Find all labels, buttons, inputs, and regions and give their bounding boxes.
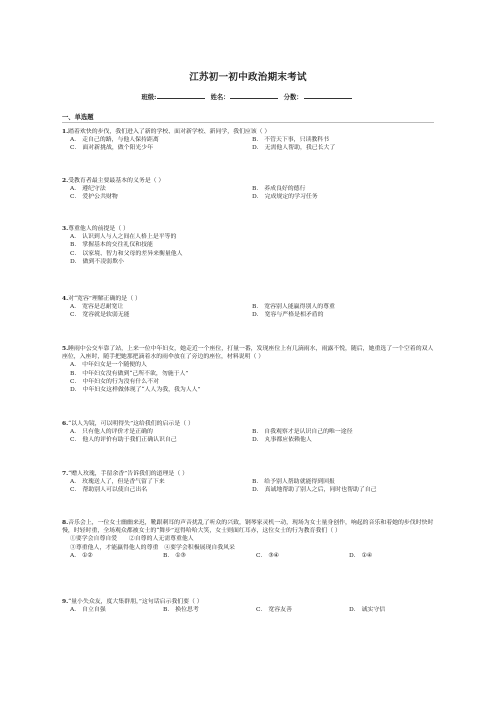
option-a[interactable]: A． ①② bbox=[70, 552, 93, 559]
question-6 bbox=[62, 420, 434, 445]
option-a[interactable]: A． 玫瑰送人了，但是香气留了下来 bbox=[70, 479, 165, 486]
student-info-line bbox=[0, 92, 496, 101]
option-b[interactable]: B． 中年妇女没有做到“己所不欲，勿施于人” bbox=[70, 370, 189, 377]
question-4 bbox=[62, 295, 434, 320]
question-stem: 9.“量小失众友，度大集群朋，”这句话启示我们要（ ） bbox=[62, 598, 203, 605]
option-b[interactable]: B． 宽容别人能赢得别人的尊重 bbox=[252, 304, 335, 311]
exam-title: 江苏初一初中政治期末考试 bbox=[189, 72, 307, 83]
option-c[interactable]: C． 他人的评价有助于我们正确认识自己 bbox=[70, 437, 177, 444]
option-c[interactable]: C． 宽容友善 bbox=[256, 607, 292, 614]
option-c[interactable]: C． 面对新挑战，做个阳光少年 bbox=[70, 145, 154, 152]
option-a[interactable]: A． 认识到人与人之间在人格上是平等的 bbox=[70, 234, 177, 241]
option-b[interactable]: B． 掌握基本的交往礼仪和技能 bbox=[70, 242, 153, 249]
option-a[interactable]: A． 只有他人的评价才是正确的 bbox=[70, 429, 153, 436]
question-2 bbox=[62, 177, 434, 202]
option-a[interactable]: A． 宽容是忍耐宽让 bbox=[70, 304, 124, 311]
question-stem: 8.音乐会上，一位女士幽幽来迟，靴跟刺耳的声音扰乱了听众的兴致，钢琴家灵机一动，现场为女士量身创作，响起的音乐和着她的步伐时快时慢，时轻时重，全场观众都被女士的“舞步”逗得哈哈大笑，女士则面红耳赤，这位女士的行为教育我们（ ） bbox=[62, 519, 434, 535]
option-d[interactable]: D． 中年妇女这样做体现了“人人为我，我为人人” bbox=[70, 387, 201, 394]
option-a[interactable]: A． 自立自强 bbox=[70, 607, 106, 614]
option-d[interactable]: D． 丸事都应依赖他人 bbox=[252, 437, 312, 444]
class-blank[interactable] bbox=[157, 92, 205, 99]
name-blank[interactable] bbox=[230, 92, 278, 99]
question-5 bbox=[62, 345, 434, 394]
question-stem: 1.踏着欢快的步伐，我们进入了新的学校、面对新学校、新同学，我们应该（ ） bbox=[62, 128, 271, 135]
option-a[interactable]: A． 走自己的路，与他人保持距离 bbox=[70, 137, 159, 144]
options bbox=[62, 361, 434, 394]
question-3 bbox=[62, 225, 434, 266]
question-stem: 2.受教育者最主要最基本的义务是（ ） bbox=[62, 177, 165, 184]
question-7 bbox=[62, 470, 434, 495]
option-a[interactable]: A． 遵纪守法 bbox=[70, 186, 106, 193]
option-c[interactable]: C． 宽容就是软弱无能 bbox=[70, 312, 130, 319]
score-label: 分数： bbox=[283, 94, 303, 101]
question-1 bbox=[62, 128, 434, 153]
score-blank[interactable] bbox=[304, 92, 352, 99]
option-d[interactable]: D． 宽容与严格是相矛盾的 bbox=[252, 312, 324, 319]
option-c[interactable]: C． 帮助别人可以使自己出名 bbox=[70, 487, 148, 494]
option-d[interactable]: D． 完成规定的学习任务 bbox=[252, 194, 318, 201]
options bbox=[62, 478, 434, 494]
question-stem: 4.对“宽容”理解正确的是（ ） bbox=[62, 295, 141, 302]
option-d[interactable]: D． 诚实守信 bbox=[349, 607, 386, 614]
option-b[interactable]: B． 给予别人帮助就能得到回报 bbox=[252, 479, 335, 486]
option-d[interactable]: D． 真诚地帮助了别人之后，同时也帮助了自己 bbox=[252, 487, 377, 494]
option-c[interactable]: C． 爱护公共财物 bbox=[70, 194, 118, 201]
option-c[interactable]: C． 中年妇女的行为没有什么不对 bbox=[70, 378, 159, 385]
options bbox=[62, 552, 434, 560]
option-d[interactable]: D． ①④ bbox=[349, 552, 373, 559]
option-a[interactable]: A． 中年妇女是一个随便的人 bbox=[70, 362, 147, 369]
options bbox=[62, 185, 434, 201]
option-c[interactable]: C． ③④ bbox=[256, 552, 279, 559]
name-label: 姓名： bbox=[210, 94, 230, 101]
option-b[interactable]: B． ①③ bbox=[163, 552, 186, 559]
statement-line: ③尊重他人，才能赢得他人的尊重 ④要学会积极展现自我风采 bbox=[70, 544, 235, 551]
option-b[interactable]: B． 不管天下事，只读教科书 bbox=[252, 137, 330, 144]
options bbox=[62, 233, 434, 266]
option-b[interactable]: B． 自我观察才是认识自己的唯一途径 bbox=[252, 429, 353, 436]
options bbox=[62, 136, 434, 152]
question-stem: 7.“赠人玫瑰，手留余香”告诉我们的道理是（ ） bbox=[62, 470, 188, 477]
class-label: 班级: bbox=[141, 94, 157, 101]
section-heading: 一、单选题 bbox=[62, 114, 94, 121]
question-8 bbox=[62, 519, 434, 560]
option-b[interactable]: B． 养成良好的德行 bbox=[252, 186, 306, 193]
question-stem: 6.“以人为镜，可以明得失”这给我们的启示是（ ） bbox=[62, 420, 194, 427]
option-b[interactable]: B． 换位思考 bbox=[163, 607, 199, 614]
question-stem: 3.尊重他人的前提是（ ） bbox=[62, 225, 129, 232]
question-stem: 5.睡雨中公交车靠了站，上来一位中年妇女，她走近一个座位，打量一番，发现座位上有几滴雨水，雨露不悦，随后，她重选了一个空着的双人座位，入座时，随手把她那把滴着水的雨伞放在了旁边的座位，材料说明（ ） bbox=[62, 345, 434, 361]
question-9 bbox=[62, 598, 434, 614]
section-divider bbox=[62, 122, 434, 123]
option-d[interactable]: D． 做到不凌弱欺小 bbox=[70, 258, 124, 265]
options bbox=[62, 303, 434, 319]
options bbox=[62, 606, 434, 614]
option-c[interactable]: C． 以家境、智力和父母的差异来衡量他人 bbox=[70, 250, 183, 257]
option-d[interactable]: D． 无需他人帮助，我已长大了 bbox=[252, 145, 336, 152]
statement-line: ①要学会自尊自爱 ②自尊的人无需尊重他人 bbox=[70, 536, 194, 543]
options bbox=[62, 428, 434, 444]
